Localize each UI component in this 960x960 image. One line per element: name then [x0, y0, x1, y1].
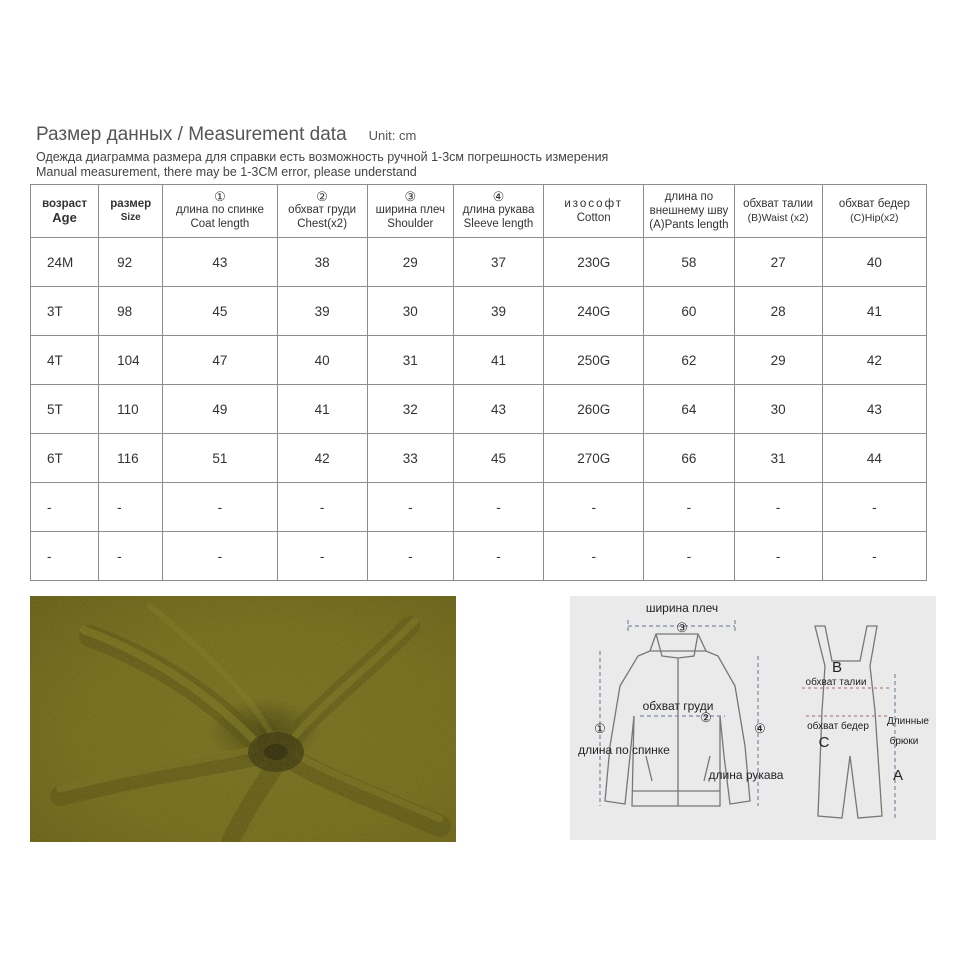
table-cell: 41: [822, 287, 926, 336]
table-row: [31, 336, 927, 385]
waist-label: обхват талии: [805, 677, 867, 688]
table-cell: 42: [277, 434, 367, 483]
note-en: Manual measurement, there may be 1-3CM error, please understand: [36, 165, 417, 179]
table-cell: 6T: [31, 434, 99, 483]
table-cell: 4T: [31, 336, 99, 385]
table-cell: 270G: [544, 434, 644, 483]
table-cell: 60: [644, 287, 734, 336]
table-cell: 30: [734, 385, 822, 434]
pants-label-1: Длинные: [887, 716, 929, 727]
table-row: [31, 385, 927, 434]
coat-length-label: длина по спинке: [578, 743, 670, 757]
table-cell: 240G: [544, 287, 644, 336]
table-row: [31, 238, 927, 287]
col-header-coat-length: ① длина по спинке Coat length: [163, 185, 277, 238]
shoulder-label: ширина плеч: [645, 601, 719, 615]
pants-letter: A: [892, 767, 904, 784]
sleeve-label: длина рукава: [708, 768, 784, 782]
table-cell: 47: [163, 336, 277, 385]
table-cell: 40: [277, 336, 367, 385]
table-cell: -: [453, 532, 543, 581]
col-header-size: размер Size: [99, 185, 163, 238]
table-row: [31, 483, 927, 532]
col-header-chest: ② обхват груди Chest(x2): [277, 185, 367, 238]
col-header-shoulder: ③ ширина плеч Shoulder: [367, 185, 453, 238]
table-cell: 45: [163, 287, 277, 336]
col-header-sleeve-length: ④ длина рукава Sleeve length: [453, 185, 543, 238]
col-header-hip: обхват бедер (C)Hip(x2): [822, 185, 926, 238]
table-cell: -: [31, 532, 99, 581]
table-cell: 62: [644, 336, 734, 385]
table-cell: 116: [99, 434, 163, 483]
table-cell: 44: [822, 434, 926, 483]
table-cell: 33: [367, 434, 453, 483]
col-header-pants-length: длина по внешнему шву (A)Pants length: [644, 185, 734, 238]
title-en: Measurement data: [188, 124, 347, 145]
table-cell: 64: [644, 385, 734, 434]
table-row: [31, 287, 927, 336]
col-header-waist: обхват талии (B)Waist (x2): [734, 185, 822, 238]
garment-diagram-svg: [570, 596, 936, 840]
table-row: [31, 434, 927, 483]
chest-num: ②: [700, 710, 712, 725]
note-ru: Одежда диаграмма размера для справки есть возможность ручной 1-3см погрешность измерения: [36, 150, 609, 164]
table-cell: -: [544, 532, 644, 581]
table-cell: 37: [453, 238, 543, 287]
pants-label-2: брюки: [889, 736, 919, 747]
table-cell: 42: [822, 336, 926, 385]
fleece-fabric-image: [30, 596, 456, 842]
table-cell: -: [277, 483, 367, 532]
waist-letter: B: [831, 659, 843, 676]
table-cell: 43: [163, 238, 277, 287]
table-cell: 250G: [544, 336, 644, 385]
table-cell: 110: [99, 385, 163, 434]
table-cell: 104: [99, 336, 163, 385]
page-title: [36, 124, 416, 146]
table-cell: 31: [367, 336, 453, 385]
unit-label: Unit: cm: [368, 128, 417, 143]
table-cell: -: [163, 532, 277, 581]
table-cell: -: [822, 532, 926, 581]
table-cell: 30: [367, 287, 453, 336]
table-cell: -: [734, 532, 822, 581]
table-cell: 39: [277, 287, 367, 336]
table-cell: -: [453, 483, 543, 532]
table-cell: 260G: [544, 385, 644, 434]
table-cell: 27: [734, 238, 822, 287]
table-cell: 49: [163, 385, 277, 434]
table-row: [31, 532, 927, 581]
table-cell: 92: [99, 238, 163, 287]
table-cell: 41: [277, 385, 367, 434]
table-cell: 31: [734, 434, 822, 483]
table-cell: 51: [163, 434, 277, 483]
table-cell: 41: [453, 336, 543, 385]
table-cell: 58: [644, 238, 734, 287]
table-cell: -: [277, 532, 367, 581]
table-cell: 3T: [31, 287, 99, 336]
measurement-lines: [600, 620, 895, 818]
coat-length-num: ①: [594, 721, 606, 736]
table-cell: -: [163, 483, 277, 532]
title-ru: Размер данных: [36, 124, 173, 145]
table-cell: 98: [99, 287, 163, 336]
table-cell: -: [99, 532, 163, 581]
chest-label: обхват груди: [642, 699, 714, 713]
table-cell: -: [367, 532, 453, 581]
col-header-cotton: изософт Cotton: [544, 185, 644, 238]
table-cell: 29: [367, 238, 453, 287]
table-cell: 39: [453, 287, 543, 336]
measurement-diagram: [570, 596, 936, 840]
table-cell: 230G: [544, 238, 644, 287]
table-cell: -: [367, 483, 453, 532]
title-separator: /: [172, 124, 189, 145]
table-cell: 24M: [31, 238, 99, 287]
table-cell: 29: [734, 336, 822, 385]
table-cell: 5T: [31, 385, 99, 434]
table-cell: 66: [644, 434, 734, 483]
size-table: [30, 184, 927, 581]
table-cell: -: [644, 483, 734, 532]
table-cell: -: [822, 483, 926, 532]
table-header-row: [31, 185, 927, 238]
table-cell: 43: [453, 385, 543, 434]
table-cell: 32: [367, 385, 453, 434]
table-cell: 38: [277, 238, 367, 287]
shoulder-num: ③: [676, 620, 688, 635]
hip-letter: C: [818, 734, 830, 751]
table-cell: 28: [734, 287, 822, 336]
table-cell: 45: [453, 434, 543, 483]
table-cell: -: [544, 483, 644, 532]
table-cell: 43: [822, 385, 926, 434]
table-cell: -: [99, 483, 163, 532]
table-cell: 40: [822, 238, 926, 287]
fleece-fabric-illustration: [30, 596, 456, 842]
col-header-age: возраст Age: [31, 185, 99, 238]
hip-label: обхват бедер: [807, 721, 869, 732]
table-cell: -: [644, 532, 734, 581]
sleeve-num: ④: [754, 721, 766, 736]
table-cell: -: [31, 483, 99, 532]
table-cell: -: [734, 483, 822, 532]
